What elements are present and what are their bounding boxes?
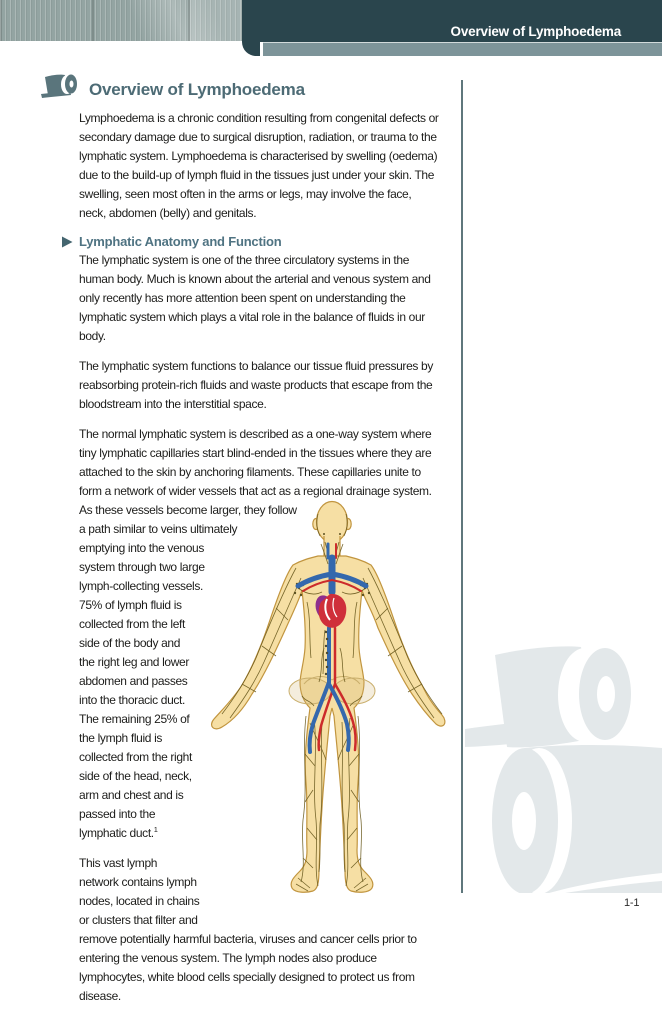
triangle-right-icon xyxy=(62,236,73,251)
paragraph-anatomy-3: The normal lymphatic system is described as a one-way system where tiny lymphatic capillaries start blind-ended in the tissues where they are attached to the skin by anchoring filaments. These capillaries unite to form a network of wider vessels that act as a regional drainage system. As these vessels become larger, they follow a path similar to veins ultimately emptying into the venous system through two large lymph-collecting vessels. 75% of lymph fluid is collected from the left side of the body and the right leg and lower abdomen and passes into the thoracic duct. The remaining 25% of the lymph fluid is collected from the right side of the head, neck, arm and chest and is passed into the lymphatic duct.$^1$ xyxy=(79,425,441,843)
paragraph-anatomy-4: This vast lymph network contains lymph nodes, located in chains or clusters that filter and remove potentially harmful bacteria, viruses and cancer cells prior to entering the venous system. The lymph nodes also produce lymphocytes, white blood cells specially designed to protect us from disease. xyxy=(79,856,417,1003)
header-banner-tab xyxy=(242,0,260,56)
column-divider-rule xyxy=(461,80,463,893)
paragraph-anatomy-2: The lymphatic system functions to balance our tissue fluid pressures by reabsorbing protein-rich fluids and waste products that escape from the bloodstream into the interstitial space. xyxy=(79,359,433,411)
human-lymphatic-figure xyxy=(206,498,452,898)
page-title: Overview of Lymphoedema xyxy=(89,79,305,99)
footnote-marker: 1 xyxy=(153,825,158,834)
bandage-roll-icon xyxy=(40,73,80,106)
bandage-rolls-decoration xyxy=(465,645,662,893)
page-title-row xyxy=(40,73,305,106)
banner-title: Overview of Lymphoedema xyxy=(450,24,621,39)
header-sub-band xyxy=(263,42,662,56)
paragraph-anatomy-1: The lymphatic system is one of the three circulatory systems in the human body. Much is known about the arterial and venous system and only recently has more attention been spent on understanding the lymphatic system which plays a vital role in the balance of fluids in our body. xyxy=(79,253,431,343)
header-fabric-texture xyxy=(0,0,242,41)
section-heading: Lymphatic Anatomy and Function xyxy=(79,234,441,249)
page-number: 1-1 xyxy=(624,897,640,909)
intro-paragraph: Lymphoedema is a chronic condition resulting from congenital defects or secondary damage due to surgical disruption, radiation, or trauma to the lymphatic system. Lymphoedema is characterised by swelling (oedema) due to the build-up of lymph fluid in the tissues just under your skin. The swelling, seen most often in the arms or legs, may involve the face, neck, abdomen (belly) and genitals. xyxy=(79,111,439,220)
